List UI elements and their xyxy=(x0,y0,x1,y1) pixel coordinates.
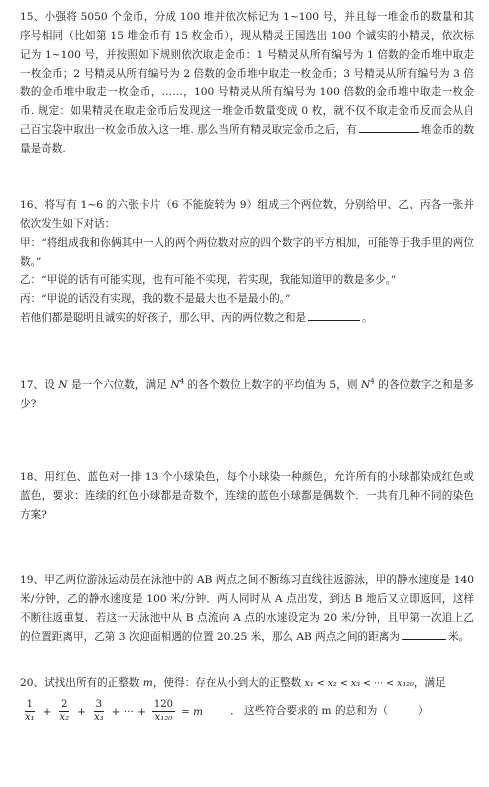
q17-part2: 是一个六位数，满足 xyxy=(67,379,171,391)
q16-line-yi: 乙：“甲说的话有可能实现，也有可能不实现，若实现，我能知道甲的数是多少。” xyxy=(20,274,397,287)
question-19 xyxy=(20,571,474,646)
q20-var-m: m xyxy=(142,677,153,689)
q16-intro: 16、将写有 1~6 的六张卡片（6 不能旋转为 9）组成三个两位数，分别给甲、乙、丙各一张并依次发生如下对话： xyxy=(20,199,474,230)
q20-fraction-3: $\frac{3}{\text{x₃}}$ xyxy=(93,698,104,724)
q16-answer-blank[interactable] xyxy=(308,310,360,321)
q18-text: 18、用红色、蓝色对一排 13 个小球染色，每个小球染一种颜色，允许所有的小球都染成红色或蓝色，要求：连续的红色小球都是奇数个，连续的蓝色小球都是偶数个．一共有几种不同的染色方案? xyxy=(20,471,474,521)
question-18 xyxy=(20,468,474,525)
q15-text: 15、小强将 5050 个金币，分成 100 堆并依次标记为 1~100 号，并且每一堆金币的数量和其序号相同（比如第 15 堆金币有 15 枚金币），现从精灵王国选出 100 个诚实的小精灵，依次标记为 1~100 号，并按照如下规则依次取走金币：1 号精灵从所有编号为 1 倍数的金币堆中取走一枚金币；2 号精灵从所有编号为 2 倍数的金币堆中取走一枚金币；3 号精灵从所有编号为 3 倍数的金币堆中取走一枚金币，……，100 号精灵从所有编号为 100 倍数的金币堆中取走一枚金币. 规定：如果精灵在取走金币后发现这一堆金币数量变成 0 枚，就不仅不取走金币反而会从自己百宝袋中取出一枚金币放入这一堆. 那么当所有精灵取完金币之后，有 xyxy=(20,11,474,137)
q17-var-n: N xyxy=(360,379,371,391)
q17-part3: 的各个数位上数字的平均值为 5，则 xyxy=(184,379,361,391)
q20-part1: 20、试找出所有的正整数 xyxy=(20,677,143,689)
q20-ellipsis: + ··· + xyxy=(111,705,146,718)
q17-exponent: 4 xyxy=(370,377,375,386)
q16-line-bing: 丙：“甲说的话没有实现，我的数不是最大也不是最小的。” xyxy=(20,293,291,306)
q20-fraction-2: $\frac{2}{\text{x₂}}$ xyxy=(59,698,70,724)
q20-part2: ，使得：存在从小到大的正整数 xyxy=(152,677,305,689)
q20-fraction-1: $\frac{1}{\text{x₁}}$ xyxy=(25,698,35,724)
q20-equation: $\frac{1}{\text{x₁}}$ + $\frac{2}{\text{x₂}}$ + $\frac{3}{\text{x₃}}$ + ··· + $\frac{120}{\text{x₁₂₀}}$ = m ． 这些符合要求的 m 的总和为（ ） xyxy=(25,698,429,724)
question-16 xyxy=(20,196,474,328)
q20-part3: ，满足 xyxy=(413,677,446,689)
q20-close-paren: ） xyxy=(417,705,429,718)
q15-answer-blank[interactable] xyxy=(359,122,419,133)
q17-part4: 的各位数字之和是多少? xyxy=(20,379,474,410)
q19-answer-blank[interactable] xyxy=(402,629,446,640)
q19-text: 19、甲乙两位游泳运动员在泳池中的 AB 两点之间不断练习直线往返游泳，甲的静水速度是 140 米/分钟，乙的静水速度是 100 米/分钟．两人同时从 A 点出发，到达 B 地后又立即返回，这样不断往返重复．若这一天泳池中从 B 点流向 A 点的水速设定为 20 米/分钟，且甲第一次追上乙的位置距离甲，乙第 3 次迎面相遇的位置 20.25 米，那么 AB 两点之间的距离为 xyxy=(20,574,474,643)
q17-var-n: N xyxy=(58,379,68,391)
q19-tail: 米。 xyxy=(447,630,470,643)
q15-tail: 堆金币的数量是奇数. xyxy=(20,124,475,155)
q20-sequence: x₁ < x₂ < x₃ < ··· < x₁₂₀ xyxy=(304,678,414,689)
q17-var-n: N xyxy=(170,379,180,391)
question-20 xyxy=(20,674,474,725)
question-17 xyxy=(20,376,474,414)
q17-exponent: 4 xyxy=(179,377,185,386)
q20-equals-m: = m xyxy=(180,705,204,718)
q20-tail: ． 这些符合要求的 m 的总和为（ xyxy=(230,705,388,718)
q16-line-end: 若他们都是聪明且诚实的好孩子，那么甲、丙的两位数之和是 xyxy=(20,312,307,325)
q16-line-end-tail: 。 xyxy=(362,312,373,325)
q20-fraction-120: $\frac{120}{\text{x₁₂₀}}$ xyxy=(153,698,173,724)
q17-part1: 17、设 xyxy=(20,379,59,391)
question-15 xyxy=(20,8,474,159)
q16-line-jia: 甲：“将组成我和你俩其中一人的两个两位数对应的四个数字的平方相加，可能等于我手里的两位数。” xyxy=(20,236,474,268)
